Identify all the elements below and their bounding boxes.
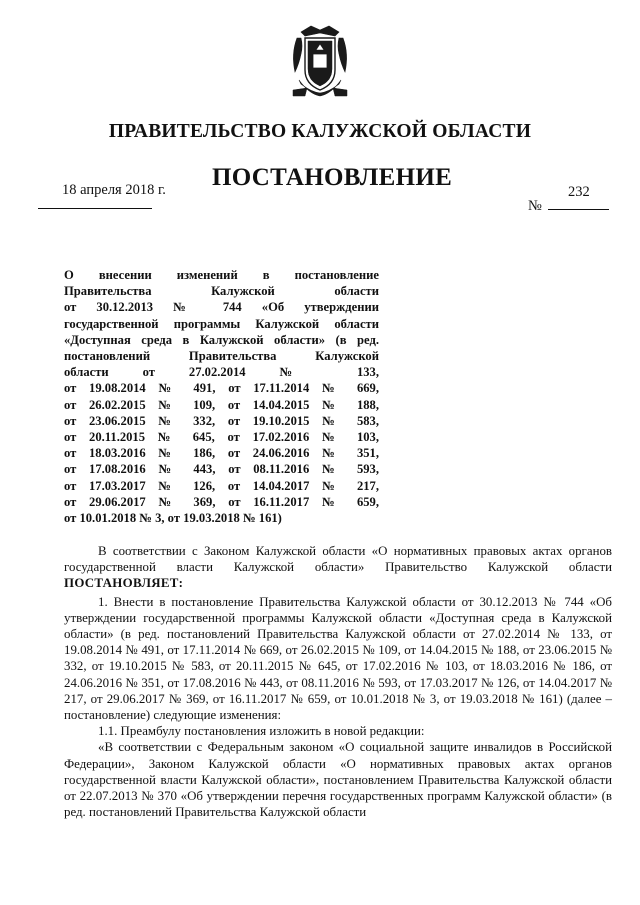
date-underline: [38, 208, 152, 209]
document-subject: [64, 267, 379, 526]
subject-line: от 17.03.2017 № 126, от 14.04.2017 № 217,: [64, 478, 379, 493]
preamble-text: В соответствии с Законом Калужской области «О нормативных правовых актах органов государственной власти Калужской области» Правительство Калужской области: [64, 544, 612, 575]
subject-line: от 30.12.2013 № 744 «Об утверждении: [64, 300, 379, 315]
subject-line: «Доступная среда в Калужской области» (в ред.: [64, 332, 379, 347]
resolves-keyword: ПОСТАНОВЛЯЕТ:: [64, 576, 184, 591]
document-date: 18 апреля 2018 г.: [62, 182, 166, 198]
item-1-1-paragraph: 1.1. Преамбулу постановления изложить в новой редакции:: [98, 724, 425, 739]
subject-line: О внесении изменений в постановление: [64, 268, 379, 282]
preamble-paragraph: [64, 543, 612, 592]
government-title: ПРАВИТЕЛЬСТВО КАЛУЖСКОЙ ОБЛАСТИ: [108, 121, 532, 142]
subject-line: постановлений Правительства Калужской: [64, 349, 379, 364]
subject-line: от 20.11.2015 № 645, от 17.02.2016 № 103,: [64, 430, 379, 445]
item-1-paragraph: 1. Внести в постановление Правительства Калужской области от 30.12.2013 № 744 «Об утверждении государственной программы Калужской области «Доступная среда в Калужской области» (в ред. постановлений Правительства Калужской области от 27.02.2014 № 133, от 19.08.2014 № 491, от 17.11.2014 № 669, от 26.02.2015 № 109, от 14.04.2015 № 188, от 23.06.2015 № 332, от 19.10.2015 № 583, от 20.11.2015 № 645, от 17.02.2016 № 103, от 18.03.2016 № 186, от 24.06.2016 № 351, от 17.08.2016 № 443, от 08.11.2016 № 593, от 17.03.2017 № 126, от 14.04.2017 № 217, от 29.06.2017 № 369, от 16.11.2017 № 659, от 10.01.2018 № 3, от 19.03.2018 № 161) (далее – постановление) следующие изменения:: [64, 594, 612, 723]
subject-line: от 26.02.2015 № 109, от 14.04.2015 № 188,: [64, 397, 379, 412]
document-type-heading: ПОСТАНОВЛЕНИЕ: [212, 164, 453, 191]
subject-line: от 23.06.2015 № 332, от 19.10.2015 № 583,: [64, 413, 379, 428]
quoted-preamble-paragraph: «В соответствии с Федеральным законом «О социальной защите инвалидов в Российской Федерации», Законом Калужской области «О нормативных правовых актах органов государственной власти Калужской области», постановлением Правительства Калужской области от 22.07.2013 № 370 «Об утверждении перечня государственных программ Калужской области» (в ред. постановлений Правительства Калужской области: [64, 740, 612, 820]
subject-line: от 29.06.2017 № 369, от 16.11.2017 № 659,: [64, 494, 379, 509]
number-underline: [548, 209, 609, 210]
document-body: [64, 543, 612, 820]
subject-line: Правительства Калужской области: [64, 284, 379, 299]
coat-of-arms-icon: [289, 24, 351, 100]
document-number-label: №: [528, 198, 542, 214]
subject-line: от 10.01.2018 № 3, от 19.03.2018 № 161): [64, 511, 282, 526]
subject-line: от 18.03.2016 № 186, от 24.06.2016 № 351,: [64, 446, 379, 461]
subject-line: государственной программы Калужской области: [64, 316, 379, 331]
document-number: 232: [568, 184, 590, 200]
subject-line: от 17.08.2016 № 443, от 08.11.2016 № 593,: [64, 462, 379, 477]
subject-line: области от 27.02.2014 № 133,: [64, 365, 379, 380]
subject-line: от 19.08.2014 № 491, от 17.11.2014 № 669,: [64, 381, 379, 396]
